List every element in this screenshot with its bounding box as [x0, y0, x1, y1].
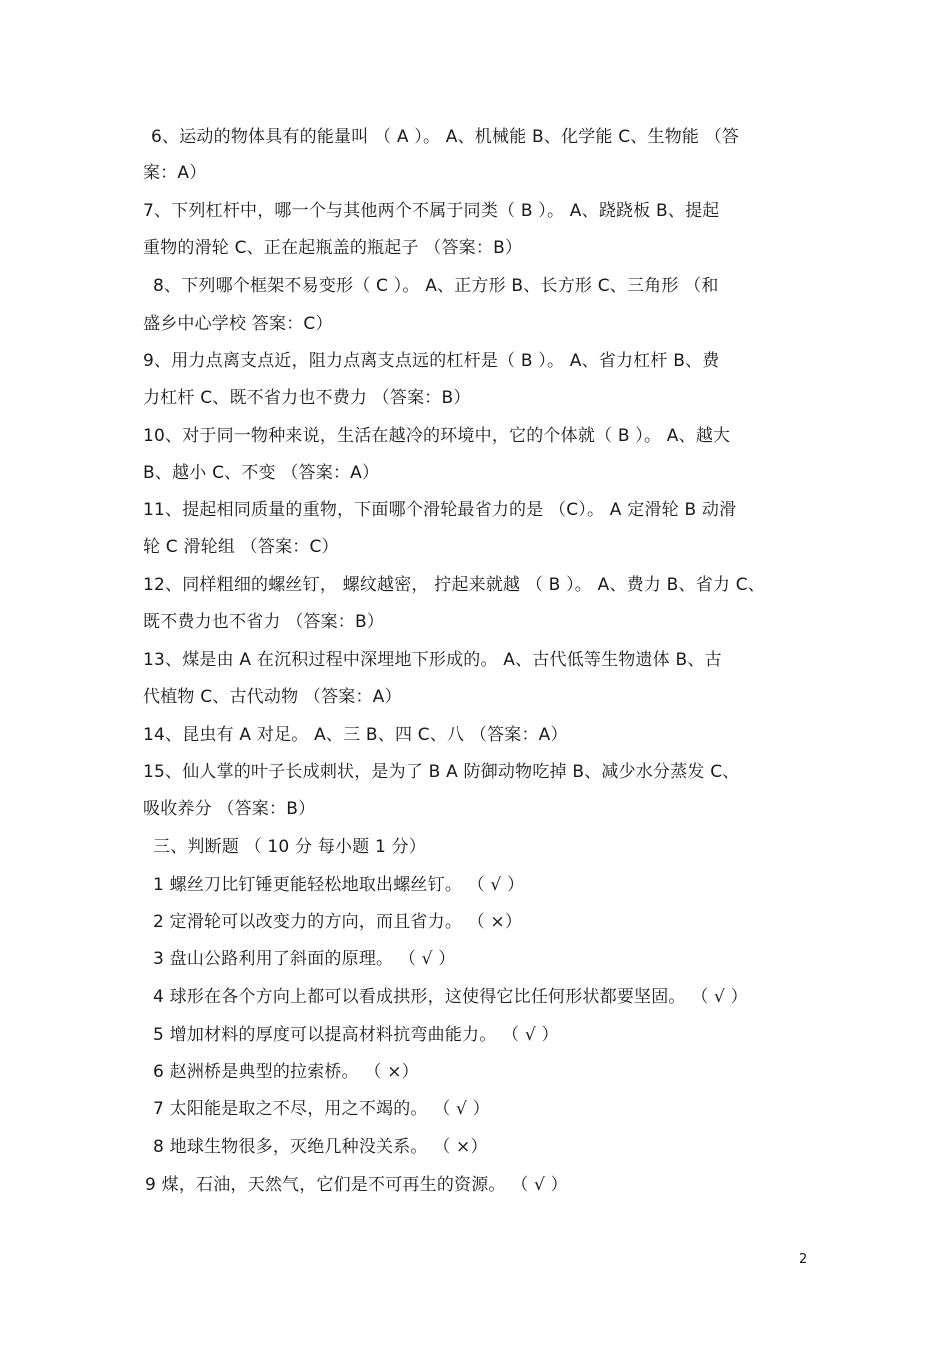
question-text-line: 9、用力点离支点近，阻力点离支点远的杠杆是（ B ）。 A、省力杠杆 B、费	[143, 351, 720, 371]
question-text-line: 8、下列哪个框架不易变形（ C ）。 A、正方形 B、长方形 C、三角形 （和	[153, 276, 719, 296]
question-text-line: 案：A）	[143, 163, 207, 183]
judgment-item: 5 增加材料的厚度可以提高材料抗弯曲能力。 （ √ ）	[153, 1025, 559, 1045]
question-text-line: 6、运动的物体具有的能量叫 （ A ）。 A、机械能 B、化学能 C、生物能 （答	[151, 127, 740, 147]
question-text-line: 12、同样粗细的螺丝钉， 螺纹越密， 拧起来就越 （ B ）。 A、费力 B、省力 C、	[143, 575, 765, 595]
question-text-line: 重物的滑轮 C、正在起瓶盖的瓶起子 （答案：B）	[143, 238, 523, 258]
judgment-item: 4 球形在各个方向上都可以看成拱形，这使得它比任何形状都要坚固。 （ √ ）	[153, 987, 748, 1007]
question-text-line: 10、对于同一物种来说，生活在越冷的环境中，它的个体就（ B ）。 A、越大	[143, 426, 731, 446]
question-text-line: 7、下列杠杆中，哪一个与其他两个不属于同类（ B ）。 A、跷跷板 B、提起	[143, 201, 720, 221]
question-text-line: 代植物 C、古代动物 （答案：A）	[143, 687, 402, 707]
judgment-item: 3 盘山公路利用了斜面的原理。 （ √ ）	[153, 949, 456, 969]
section-title: 三、判断题 （ 10 分 每小题 1 分）	[153, 837, 427, 857]
page-number: 2	[799, 1252, 808, 1267]
question-text-line: 吸收养分 （答案：B）	[143, 799, 316, 819]
judgment-item: 2 定滑轮可以改变力的方向，而且省力。 （ ×）	[153, 912, 523, 932]
question-text-line: 15、仙人掌的叶子长成刺状，是为了 B A 防御动物吃掉 B、减少水分蒸发 C、	[143, 762, 740, 782]
question-text-line: 13、煤是由 A 在沉积过程中深埋地下形成的。 A、古代低等生物遗体 B、古	[143, 650, 722, 670]
question-text-line: 力杠杆 C、既不省力也不费力 （答案：B）	[143, 388, 471, 408]
question-text-line: 11、提起相同质量的重物，下面哪个滑轮最省力的是 （C）。 A 定滑轮 B 动滑	[143, 500, 737, 520]
question-text-line: 14、昆虫有 A 对足。 A、三 B、四 C、八 （答案：A）	[143, 725, 568, 745]
judgment-item: 9 煤，石油，天然气，它们是不可再生的资源。 （ √ ）	[145, 1175, 568, 1195]
judgment-item: 1 螺丝刀比钉锤更能轻松地取出螺丝钉。 （ √ ）	[153, 875, 525, 895]
question-text-line: 盛乡中心学校 答案：C）	[143, 314, 333, 334]
question-text-line: 既不费力也不省力 （答案：B）	[143, 612, 385, 632]
judgment-item: 6 赵洲桥是典型的拉索桥。 （ ×）	[153, 1062, 419, 1082]
question-text-line: B、越小 C、不变 （答案：A）	[143, 463, 380, 483]
judgment-item: 7 太阳能是取之不尽，用之不竭的。 （ √ ）	[153, 1099, 490, 1119]
question-text-line: 轮 C 滑轮组 （答案：C）	[143, 537, 339, 557]
judgment-item: 8 地球生物很多，灭绝几种没关系。 （ ×）	[153, 1137, 488, 1157]
